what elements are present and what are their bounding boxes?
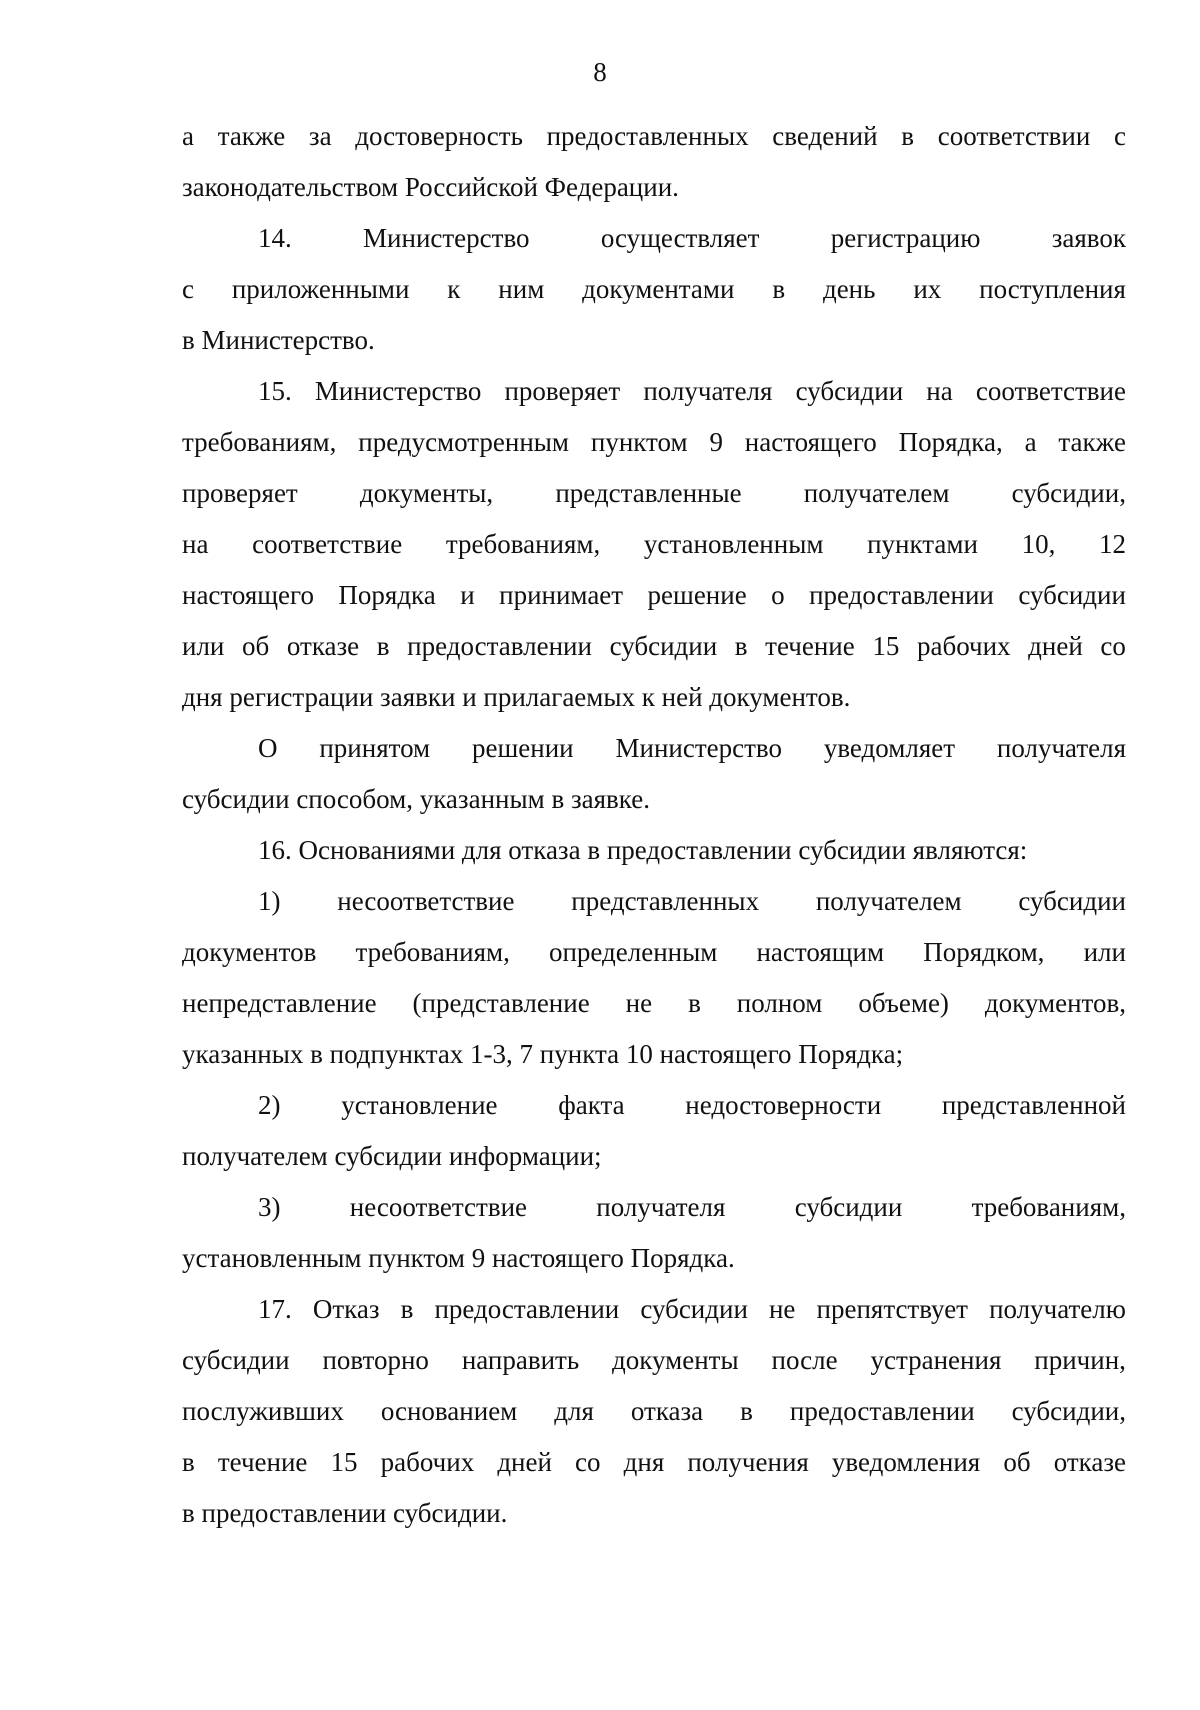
text-line: 2) установление факта недостоверности представленной	[258, 1090, 1126, 1120]
paragraph	[182, 876, 1126, 1080]
paragraph	[182, 825, 1126, 876]
paragraph	[182, 1284, 1126, 1539]
text-line: 15. Министерство проверяет получателя субсидии на соответствие	[258, 376, 1126, 406]
document-body	[182, 111, 1126, 1539]
text-line: субсидии способом, указанным в заявке.	[182, 784, 650, 814]
text-line: 16. Основаниями для отказа в предоставлении субсидии являются:	[258, 835, 1028, 865]
text-line: требованиям, предусмотренным пунктом 9 настоящего Порядка, а также	[182, 427, 1126, 457]
paragraph	[182, 723, 1126, 825]
paragraph	[182, 111, 1126, 213]
text-line: документов требованиям, определенным настоящим Порядком, или	[182, 937, 1126, 967]
text-line: проверяет документы, представленные получателем субсидии,	[182, 478, 1126, 508]
paragraph	[182, 1080, 1126, 1182]
text-line: а также за достоверность предоставленных сведений в соответствии с	[182, 121, 1126, 151]
text-line: 14. Министерство осуществляет регистрацию заявок	[258, 223, 1126, 253]
text-line: с приложенными к ним документами в день их поступления	[182, 274, 1126, 304]
text-line: непредставление (представление не в полном объеме) документов,	[182, 988, 1126, 1018]
paragraph	[182, 366, 1126, 723]
text-line: в предоставлении субсидии.	[182, 1498, 508, 1528]
paragraph	[182, 213, 1126, 366]
page-number: 8	[593, 57, 607, 87]
text-line: установленным пунктом 9 настоящего Порядка.	[182, 1243, 735, 1273]
text-line: получателем субсидии информации;	[182, 1141, 602, 1171]
text-line: законодательством Российской Федерации.	[182, 172, 679, 202]
paragraph	[182, 1182, 1126, 1284]
text-line: в Министерство.	[182, 325, 375, 355]
text-line: 17. Отказ в предоставлении субсидии не препятствует получателю	[258, 1294, 1126, 1324]
text-line: 1) несоответствие представленных получателем субсидии	[258, 886, 1126, 916]
text-line: в течение 15 рабочих дней со дня получения уведомления об отказе	[182, 1447, 1126, 1477]
text-line: О принятом решении Министерство уведомляет получателя	[258, 733, 1126, 763]
text-line: или об отказе в предоставлении субсидии в течение 15 рабочих дней со	[182, 631, 1126, 661]
text-line: указанных в подпунктах 1-3, 7 пункта 10 настоящего Порядка;	[182, 1039, 904, 1069]
text-line: дня регистрации заявки и прилагаемых к ней документов.	[182, 682, 851, 712]
text-line: послуживших основанием для отказа в предоставлении субсидии,	[182, 1396, 1126, 1426]
text-line: настоящего Порядка и принимает решение о предоставлении субсидии	[182, 580, 1126, 610]
text-line: 3) несоответствие получателя субсидии требованиям,	[258, 1192, 1126, 1222]
text-line: субсидии повторно направить документы после устранения причин,	[182, 1345, 1126, 1375]
text-line: на соответствие требованиям, установленным пунктами 10, 12	[182, 529, 1126, 559]
